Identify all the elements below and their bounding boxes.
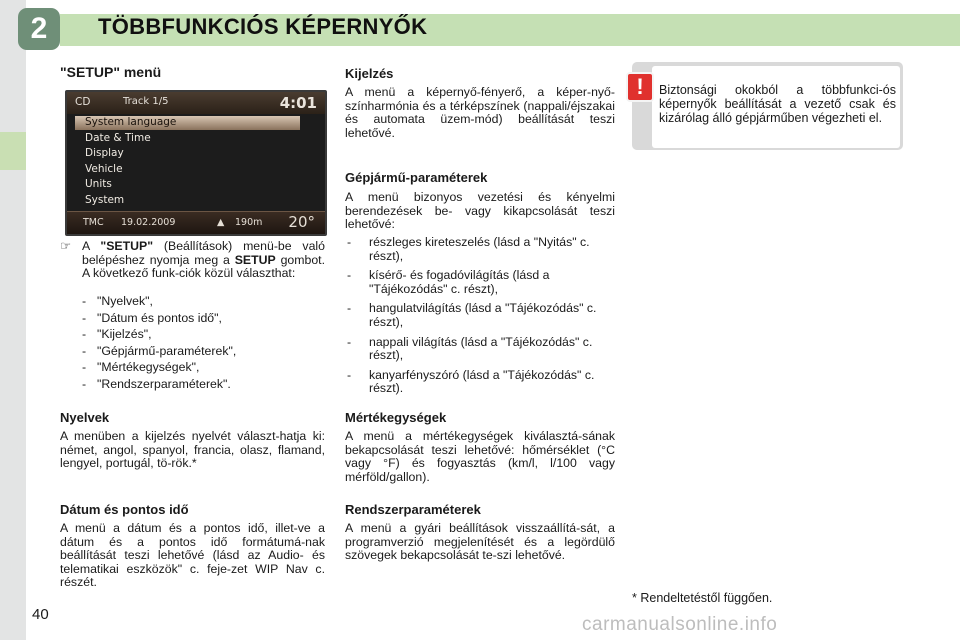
screen-clock: 4:01: [279, 94, 317, 112]
gepjarmu-list-item: - hangulatvilágítás (lásd a "Tájékozódás" c. részt),: [345, 302, 615, 329]
setup-options-list: [82, 293, 322, 392]
intro-setup-label: "SETUP": [100, 239, 154, 253]
setup-option-item: - "Mértékegységek",: [82, 359, 322, 376]
setup-option-item: - "Gépjármű-paraméterek",: [82, 343, 322, 360]
screen-track-label: Track 1/5: [123, 96, 169, 107]
left-sidebar: [0, 0, 26, 640]
screen-source-label: CD: [75, 96, 91, 108]
page-number: 40: [32, 606, 49, 623]
setup-option-item: - "Nyelvek",: [82, 293, 322, 310]
screen-menu-item: Vehicle: [85, 162, 123, 175]
setup-title: "SETUP" menü: [60, 64, 162, 80]
warning-exclamation-icon: !: [626, 72, 654, 102]
intro-a: A: [82, 239, 90, 253]
rendszer-text: A menü a gyári beállítások visszaállítá-sát, a programverzió megjelenítését és a legördülő szövegek bekapcsolását te-szi lehetővé.: [345, 521, 615, 563]
display-screenshot: [65, 90, 327, 236]
mertek-text: A menü a mértékegységek kiválasztá-sának bekapcsolását teszi lehetővé: hőmérséklet (°C vagy °F) és fogyasztás (km/l, l/100 vagy mérföld/gallon).: [345, 429, 615, 484]
gepjarmu-list-item: - nappali világítás (lásd a "Tájékozódás" c. részt),: [345, 336, 615, 363]
watermark: carmanualsonline.info: [582, 614, 778, 635]
setup-intro: [82, 240, 325, 281]
gepjarmu-list-item: - részleges kireteszelés (lásd a "Nyitás" c. részt),: [345, 236, 615, 263]
screen-menu-item: System: [85, 194, 125, 206]
page-title: TÖBBFUNKCIÓS KÉPERNYŐK: [98, 14, 428, 39]
gepjarmu-list: [345, 236, 615, 402]
gepjarmu-title: Gépjármű-paraméterek: [345, 170, 488, 185]
datum-text: A menü a dátum és a pontos idő, illet-ve a dátum és a pontos idő formátumá-nak beállítását teszi lehetővé (lásd az Audio- és telematikai eszközök" c. feje-zet WIP Nav c. részét.: [60, 521, 325, 590]
screen-temperature: 20°: [288, 213, 315, 231]
datum-title: Dátum és pontos idő: [60, 502, 189, 517]
setup-option-item: - "Kijelzés",: [82, 326, 322, 343]
intro-text-1: (Beállítások) menü-be való belépéshez nyomja meg a: [82, 239, 325, 267]
screen-direction-icon: ▲: [217, 217, 225, 228]
screen-menu-item: Units: [85, 178, 112, 191]
screen-menu-item: Display: [85, 147, 124, 160]
gepjarmu-list-item: - kanyarfényszóró (lásd a "Tájékozódás" c. részt).: [345, 369, 615, 396]
kijelzes-title: Kijelzés: [345, 66, 394, 81]
mertek-title: Mértékegységek: [345, 410, 447, 425]
rendszer-title: Rendszerparaméterek: [345, 502, 481, 517]
screen-date: 19.02.2009: [121, 217, 176, 228]
intro-text-2: gombot. A következő funk-ciók közül választhat:: [82, 252, 326, 281]
chapter-side-tab: [0, 132, 26, 170]
hand-pointer-icon: ☞: [60, 239, 72, 253]
screen-tmc-label: TMC: [83, 217, 104, 228]
screen-menu-item: System language: [75, 116, 300, 130]
intro-setup-button-label: SETUP: [234, 252, 276, 267]
setup-option-item: - "Dátum és pontos idő",: [82, 310, 322, 327]
screen-bottom-bar: [67, 211, 325, 234]
warning-text: Biztonsági okokból a többfunkci-ós képernyők beállítását a vezető csak és kizárólag álló gépjárműben végezheti el.: [659, 83, 896, 125]
footnote: * Rendeltetéstől függően.: [632, 591, 773, 605]
setup-option-item: - "Rendszerparaméterek".: [82, 376, 322, 393]
kijelzes-text: A menü a képernyő-fényerő, a képer-nyő-színharmónia és a térképszínek (nappali/éjszakai és automata üzem-mód) beállítását teszi lehetővé.: [345, 85, 615, 140]
gepjarmu-list-item: - kísérő- és fogadóvilágítás (lásd a "Tájékozódás" c. részt),: [345, 269, 615, 296]
chapter-badge: 2: [18, 8, 60, 50]
nyelvek-text: A menüben a kijelzés nyelvét választ-hatja ki: német, angol, spanyol, francia, olasz, flamand, lengyel, portugál, tö-rök.*: [60, 429, 325, 471]
screen-distance: 190m: [235, 217, 263, 228]
screen-menu-item: Date & Time: [85, 131, 151, 144]
gepjarmu-text: A menü bizonyos vezetési és kényelmi berendezések be- vagy kikapcsolását teszi lehetővé:: [345, 190, 615, 232]
nyelvek-title: Nyelvek: [60, 410, 110, 425]
